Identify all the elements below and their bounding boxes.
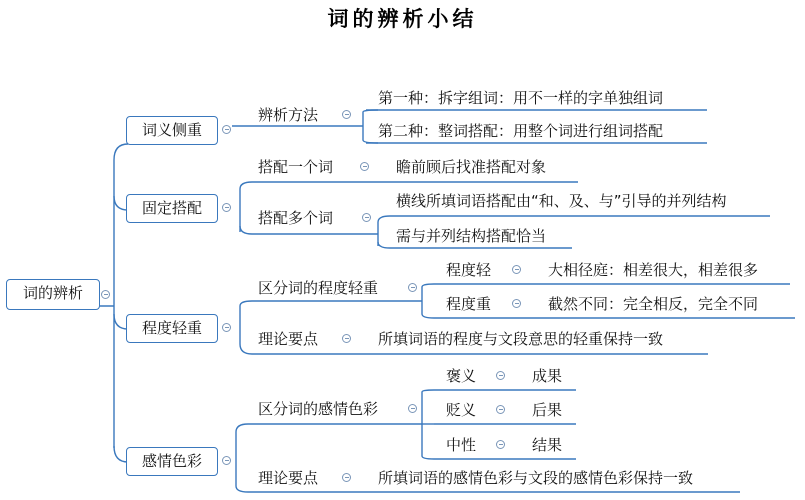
leaf-node: 横线所填词语搭配由“和、及、与”引导的并列结构 [396, 192, 727, 210]
collapse-toggle[interactable] [496, 440, 505, 449]
collapse-toggle[interactable] [362, 213, 371, 222]
collapse-toggle[interactable] [222, 203, 231, 212]
leaf-node: 第一种：拆字组词：用不一样的字单独组词 [378, 89, 664, 107]
sub-node-label: 搭配一个词 [258, 158, 334, 176]
branch-node-词义侧重[interactable]: 词义侧重 [126, 116, 218, 145]
sentiment-value: 后果 [532, 401, 563, 419]
collapse-toggle[interactable] [222, 456, 231, 465]
degree-value: 大相径庭：相差很大，相差很多 [548, 261, 759, 279]
sentiment-key: 贬义 [446, 401, 477, 419]
collapse-toggle[interactable] [408, 283, 417, 292]
leaf-node: 所填词语的程度与文段意思的轻重保持一致 [378, 330, 664, 348]
degree-value: 截然不同：完全相反，完全不同 [548, 295, 759, 313]
sentiment-value: 结果 [532, 436, 563, 454]
sentiment-key: 中性 [446, 436, 477, 454]
sub-node-label: 搭配多个词 [258, 209, 334, 227]
sentiment-key: 褒义 [446, 367, 477, 385]
sub-node-label: 区分词的感情色彩 [258, 400, 379, 418]
leaf-node: 所填词语的感情色彩与文段的感情色彩保持一致 [378, 469, 694, 487]
collapse-toggle-root[interactable] [101, 290, 110, 299]
sub-node-label: 理论要点 [258, 469, 319, 487]
root-node[interactable]: 词的辨析 [6, 279, 100, 310]
collapse-toggle[interactable] [222, 323, 231, 332]
sub-node-label: 理论要点 [258, 330, 319, 348]
degree-key: 程度轻 [446, 261, 492, 279]
branch-node-程度轻重[interactable]: 程度轻重 [126, 314, 218, 343]
branch-node-感情色彩[interactable]: 感情色彩 [126, 447, 218, 476]
leaf-node: 第二种：整词搭配：用整个词进行组词搭配 [378, 122, 664, 140]
diagram-title: 词的辨析小结 [327, 6, 478, 31]
collapse-toggle[interactable] [342, 110, 351, 119]
sub-node-label: 辨析方法 [258, 106, 319, 124]
branch-node-固定搭配[interactable]: 固定搭配 [126, 194, 218, 223]
collapse-toggle[interactable] [496, 371, 505, 380]
degree-key: 程度重 [446, 295, 492, 313]
leaf-node: 瞻前顾后找准搭配对象 [396, 158, 547, 176]
sub-node-label: 区分词的程度轻重 [258, 279, 379, 297]
collapse-toggle[interactable] [342, 473, 351, 482]
sentiment-value: 成果 [532, 367, 563, 385]
collapse-toggle[interactable] [222, 125, 231, 134]
collapse-toggle[interactable] [360, 162, 369, 171]
collapse-toggle[interactable] [408, 404, 417, 413]
collapse-toggle[interactable] [512, 299, 521, 308]
leaf-node: 需与并列结构搭配恰当 [396, 227, 547, 245]
collapse-toggle[interactable] [342, 334, 351, 343]
collapse-toggle[interactable] [496, 405, 505, 414]
collapse-toggle[interactable] [512, 265, 521, 274]
